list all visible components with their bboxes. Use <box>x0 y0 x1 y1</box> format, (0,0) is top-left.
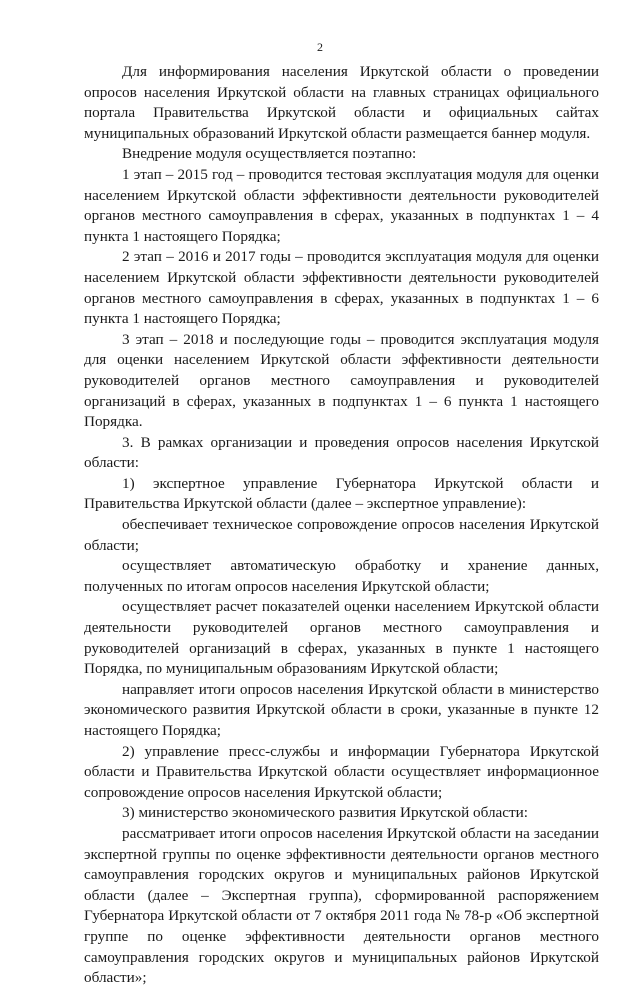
paragraph-section-3: 3. В рамках организации и проведения опросов населения Иркутской области: <box>84 433 599 472</box>
paragraph-ministry: 3) министерство экономического развития Иркутской области: <box>122 804 528 822</box>
page-number: 2 <box>317 40 323 54</box>
paragraph-technical-support: обеспечивает техническое сопровождение опросов населения Иркутской области; <box>84 516 599 554</box>
document-body <box>84 62 599 989</box>
paragraph-data-processing: осуществляет автоматическую обработку и хранение данных, полученных по итогам опросов населения Иркутской области; <box>84 557 599 595</box>
paragraph-stage-2: 2 этап – 2016 и 2017 годы – проводится эксплуатация модуля для оценки населением Иркутской области эффективности деятельности руководителей органов местного самоуправления в сферах, указанных в подпунктах 1 – 6 пункта 1 настоящего Порядка; <box>84 248 599 328</box>
paragraph-stage-3: 3 этап – 2018 и последующие годы – проводится эксплуатация модуля для оценки населением Иркутской области эффективности деятельности руководителей органов местного самоуправления и руководителей организаций в сферах, указанных в подпунктах 1 – 6 пункта 1 настоящего Порядка. <box>84 330 599 431</box>
paragraph-expert-group: рассматривает итоги опросов населения Иркутской области на заседании экспертной группы по оценке эффективности деятельности органов местного самоуправления городских округов и муниципальных районов Иркутской области (далее – Экспертная группа), сформированной распоряжением Губернатора Иркутской области от 7 октября 2011 года № 78-р «Об экспертной группе по оценке эффективности деятельности органов местного самоуправления городских округов и муниципальных районов Иркутской области»; <box>84 824 599 987</box>
paragraph-stage-1: 1 этап – 2015 год – проводится тестовая эксплуатация модуля для оценки населением Иркутской области эффективности деятельности руководителей органов местного самоуправления в сферах, указанных в подпунктах 1 – 4 пункта 1 настоящего Порядка; <box>84 165 599 245</box>
paragraph-expert-department: 1) экспертное управление Губернатора Иркутской области и Правительства Иркутской области (далее – экспертное управление): <box>84 474 599 513</box>
paragraph-banner-info: Для информирования населения Иркутской области о проведении опросов населения Иркутской области на главных страницах официального портала Правительства Иркутской области и официальных сайтах муниципальных образований Иркутской области размещается баннер модуля. <box>84 63 599 142</box>
paragraph-results-forwarding: направляет итоги опросов населения Иркутской области в министерство экономического развития Иркутской области в сроки, указанные в пункте 12 настоящего Порядка; <box>84 680 599 739</box>
paragraph-stages-intro: Внедрение модуля осуществляется поэтапно: <box>122 145 417 163</box>
paragraph-press-service: 2) управление пресс-службы и информации Губернатора Иркутской области и Правительства Иркутской области осуществляет информационное сопровождение опросов населения Иркутской области; <box>84 742 599 801</box>
paragraph-indicator-calculation: осуществляет расчет показателей оценки населением Иркутской области деятельности руководителей органов местного самоуправления и руководителей организаций в сферах, указанных в пункте 1 настоящего Порядка, по муниципальным образованиям Иркутской области; <box>84 598 599 678</box>
